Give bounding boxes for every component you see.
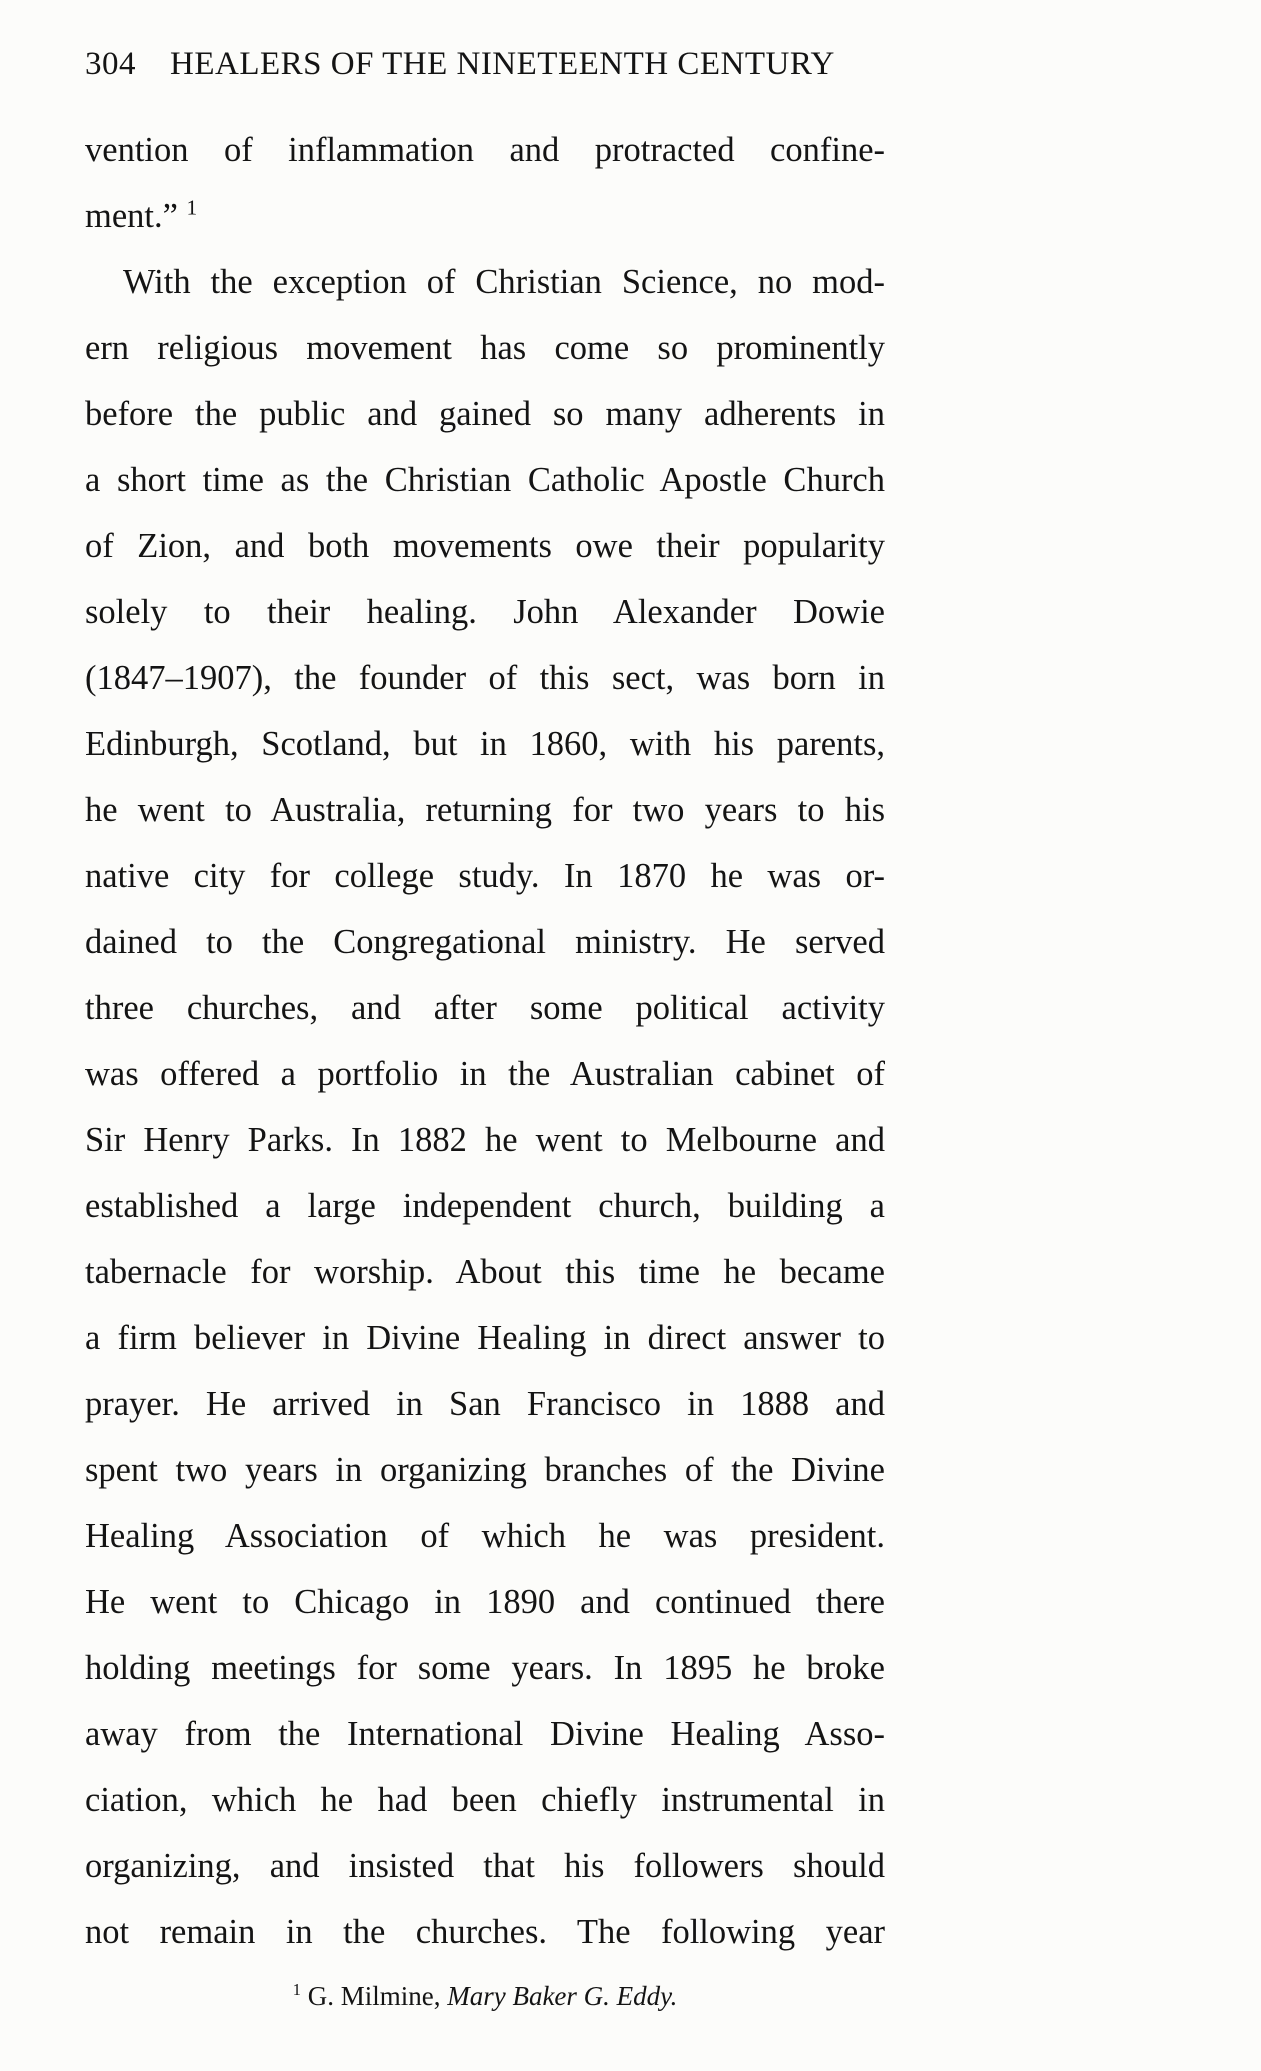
text-line: Sir Henry Parks. In 1882 he went to Melbourne and	[85, 1121, 885, 1159]
text-line: (1847–1907), the founder of this sect, was born in	[85, 659, 885, 697]
text-line: tabernacle for worship. About this time he became	[85, 1253, 885, 1291]
text-line: ern religious movement has come so prominently	[85, 329, 885, 367]
text-line: native city for college study. In 1870 he was or-	[85, 857, 885, 895]
text-line: solely to their healing. John Alexander Dowie	[85, 593, 885, 631]
text-line: Healing Association of which he was president.	[85, 1517, 885, 1555]
page-number: 304	[85, 46, 136, 82]
text-line: away from the International Divine Healing Asso-	[85, 1715, 885, 1753]
footnote	[85, 1979, 885, 2013]
text-line: three churches, and after some political activity	[85, 989, 885, 1027]
text-line: prayer. He arrived in San Francisco in 1888 and	[85, 1385, 885, 1423]
footnote-author: G. Milmine,	[300, 1981, 448, 2011]
footnote-marker: 1	[292, 1980, 301, 1999]
running-title: HEALERS OF THE NINETEENTH CENTURY	[170, 46, 835, 82]
text-line: before the public and gained so many adherents in	[85, 395, 885, 433]
text-line: established a large independent church, building a	[85, 1187, 885, 1225]
page-header	[85, 46, 885, 83]
footnote-work-title: Mary Baker G. Eddy.	[447, 1981, 678, 2011]
text-line: vention of inflammation and protracted confine-	[85, 131, 885, 169]
text-line: holding meetings for some years. In 1895 he broke	[85, 1649, 885, 1687]
paragraph	[85, 249, 885, 1965]
text-line: he went to Australia, returning for two years to his	[85, 791, 885, 829]
text-line: spent two years in organizing branches of the Divine	[85, 1451, 885, 1489]
text-block	[85, 117, 885, 1965]
text-line: was offered a portfolio in the Australian cabinet of	[85, 1055, 885, 1093]
text-line: organizing, and insisted that his followers should	[85, 1847, 885, 1885]
text-line: He went to Chicago in 1890 and continued there	[85, 1583, 885, 1621]
text-line: of Zion, and both movements owe their popularity	[85, 527, 885, 565]
text-line: dained to the Congregational ministry. He served	[85, 923, 885, 961]
footnote-ref: 1	[186, 195, 198, 220]
text-line: not remain in the churches. The following year	[85, 1913, 885, 1951]
text-line: Edinburgh, Scotland, but in 1860, with his parents,	[85, 725, 885, 763]
text-line: ciation, which he had been chiefly instrumental in	[85, 1781, 885, 1819]
text-line: a short time as the Christian Catholic Apostle Church	[85, 461, 885, 499]
page-content	[85, 46, 885, 2013]
text-line: With the exception of Christian Science, no mod-	[123, 263, 885, 301]
text-line: ment.” $^1$	[85, 195, 198, 235]
text-line: a firm believer in Divine Healing in direct answer to	[85, 1319, 885, 1357]
paragraph	[85, 117, 885, 249]
